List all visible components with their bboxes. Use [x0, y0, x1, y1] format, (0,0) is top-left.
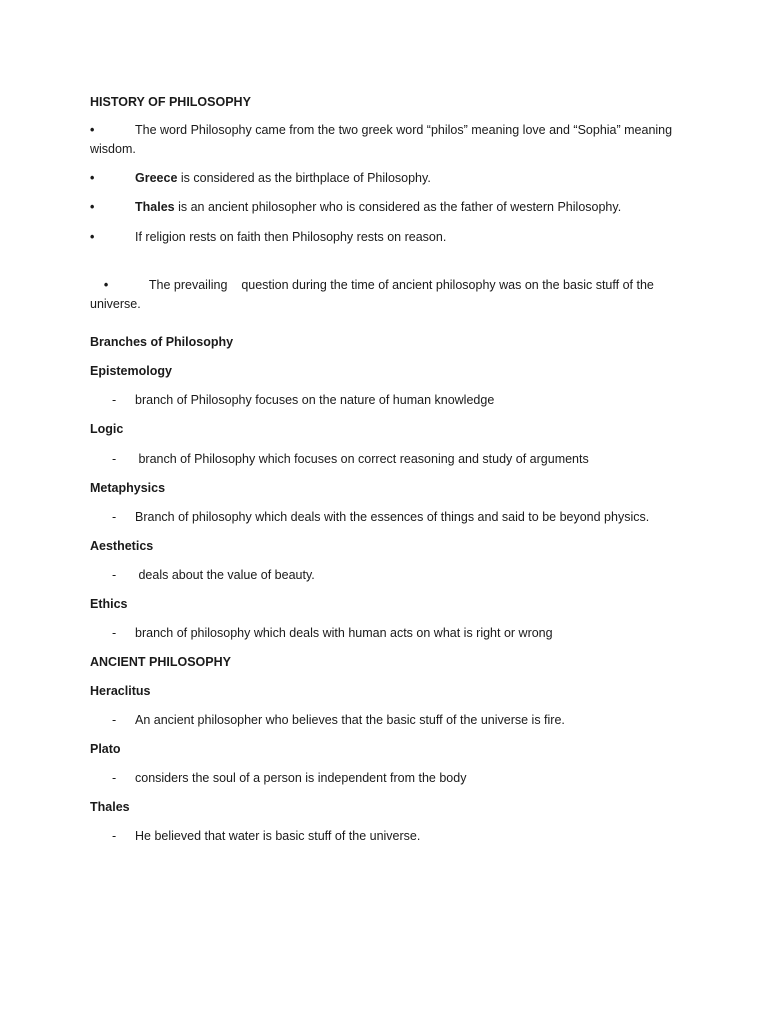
bullet-item	[90, 169, 680, 188]
branch-description-text: branch of philosophy which deals with human acts on what is right or wrong	[135, 626, 553, 640]
branch-name: Ethics	[90, 597, 128, 611]
dash-marker: -	[112, 713, 117, 727]
bullet-text: is an ancient philosopher who is considered as the father of western Philosophy.	[174, 200, 622, 214]
branch-name: Epistemology	[90, 364, 172, 378]
bullet-text: The word Philosophy came from the two greek word “philos” meaning love and “Sophia” meaning wisdom.	[90, 123, 673, 156]
branch-description-text: Branch of philosophy which deals with the essences of things and said to be beyond physics.	[135, 510, 650, 524]
branch-description-text: branch of Philosophy which focuses on correct reasoning and study of arguments	[135, 452, 589, 466]
bullet-text: is considered as the birthplace of Philosophy.	[177, 171, 431, 185]
philosopher-name: Plato	[90, 742, 121, 756]
bullet-marker: •	[90, 123, 95, 137]
philosopher-description-text: He believed that water is basic stuff of the universe.	[135, 829, 421, 843]
document-title: HISTORY OF PHILOSOPHY	[90, 95, 251, 109]
bullet-item	[90, 121, 680, 159]
bullet-text: The prevailing question during the time of ancient philosophy was on the basic stuff of the universe.	[90, 278, 658, 311]
branch-name: Metaphysics	[90, 481, 166, 495]
ancient-heading: ANCIENT PHILOSOPHY	[90, 655, 231, 669]
bullet-marker: •	[90, 200, 95, 214]
dash-marker: -	[112, 510, 117, 524]
branch-description-text: deals about the value of beauty.	[135, 568, 315, 582]
bullet-marker: •	[90, 230, 95, 244]
philosopher-description-text: An ancient philosopher who believes that the basic stuff of the universe is fire.	[135, 713, 565, 727]
bullet-marker: •	[103, 278, 109, 292]
dash-marker: -	[112, 771, 117, 785]
bullet-item	[90, 257, 680, 333]
bullet-marker: •	[90, 171, 95, 185]
philosopher-name: Thales	[90, 800, 130, 814]
philosopher-description-text: considers the soul of a person is independent from the body	[135, 771, 467, 785]
bullet-item	[90, 228, 680, 247]
bullet-text: If religion rests on faith then Philosophy rests on reason.	[135, 230, 447, 244]
philosopher-name: Heraclitus	[90, 684, 151, 698]
dash-marker: -	[112, 452, 117, 466]
dash-marker: -	[112, 568, 117, 582]
dash-marker: -	[112, 626, 117, 640]
branch-description-text: branch of Philosophy focuses on the nature of human knowledge	[135, 393, 495, 407]
branch-name: Aesthetics	[90, 539, 154, 553]
dash-marker: -	[112, 829, 117, 843]
branch-name: Logic	[90, 422, 124, 436]
bullet-bold-term: Greece	[135, 171, 178, 185]
dash-marker: -	[112, 393, 117, 407]
branches-heading: Branches of Philosophy	[90, 335, 234, 349]
bullet-bold-term: Thales	[135, 200, 175, 214]
bullet-item	[90, 198, 680, 217]
